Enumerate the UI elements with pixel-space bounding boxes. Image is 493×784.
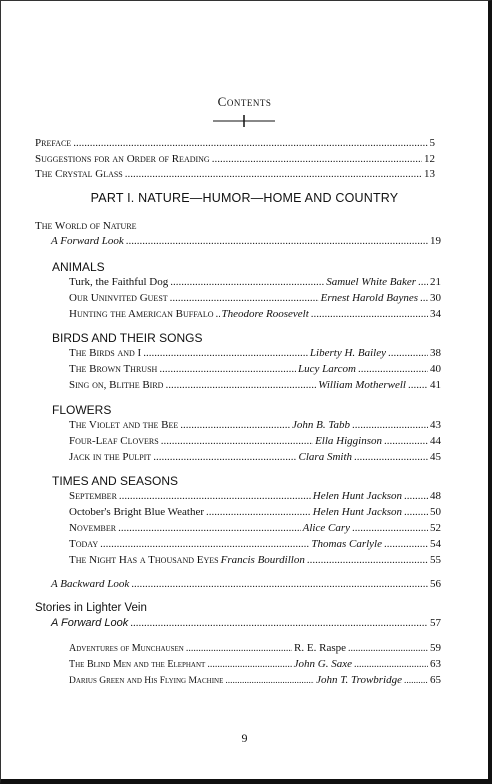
toc-title: Our Uninvited Guest	[69, 292, 168, 304]
toc-title: Darius Green and His Flying Machine	[69, 676, 224, 686]
toc-row	[69, 418, 441, 432]
dot-leader	[125, 167, 422, 181]
toc-author: Samuel White Baker	[326, 276, 416, 288]
divider-ornament	[213, 114, 275, 128]
toc-title: The Blind Men and the Elephant	[69, 659, 206, 670]
part-heading: PART I. NATURE—HUMOR—HOME AND COUNTRY	[90, 191, 399, 205]
dot-leader	[170, 275, 324, 289]
toc-row	[51, 616, 441, 630]
toc-page: 19	[430, 235, 441, 247]
dot-leader	[212, 152, 422, 166]
toc-author: John G. Saxe	[293, 658, 352, 670]
toc-row	[69, 537, 441, 551]
toc-author: Ella Higginson	[315, 435, 382, 447]
dot-leader	[404, 505, 428, 519]
toc-title: The Birds and I	[69, 347, 142, 359]
toc-page: 43	[430, 419, 441, 431]
toc-page: 41	[430, 379, 441, 391]
toc-title: A Backward Look	[51, 578, 130, 590]
dot-leader	[130, 616, 428, 630]
toc-page: 50	[430, 506, 441, 518]
toc-row	[35, 152, 435, 166]
toc-page: 55	[430, 554, 441, 566]
dot-leader	[159, 362, 296, 376]
toc-author: John T. Trowbridge	[316, 674, 402, 686]
toc-title: A Forward Look	[51, 617, 129, 629]
dot-leader	[216, 307, 220, 321]
toc-author: Clara Smith	[298, 451, 352, 463]
toc-row	[51, 234, 441, 248]
toc-title: November	[69, 522, 117, 534]
toc-page: 63	[430, 658, 441, 670]
toc-author: Ernest Harold Baynes	[320, 292, 418, 304]
toc-title: The Brown Thrush	[69, 363, 158, 375]
dot-leader	[404, 489, 428, 503]
toc-row	[69, 378, 441, 392]
dot-leader	[126, 234, 428, 248]
toc-title: Adventures of Munchausen	[69, 643, 184, 654]
toc-author: Lucy Larcom	[298, 363, 356, 375]
toc-author: Helen Hunt Jackson	[312, 490, 402, 502]
dot-leader	[153, 450, 296, 464]
toc-page: 54	[430, 538, 441, 550]
toc-page: 52	[430, 522, 441, 534]
dot-leader	[388, 346, 428, 360]
toc-author: John B. Tabb	[292, 419, 350, 431]
toc-row	[69, 450, 441, 464]
toc-title: Today	[69, 538, 99, 550]
toc-page: 38	[430, 347, 441, 359]
toc-row	[69, 641, 441, 655]
toc-title: Turk, the Faithful Dog	[69, 276, 169, 288]
dot-leader	[358, 362, 428, 376]
toc-page: 13	[424, 168, 435, 180]
toc-title: The Night Has a Thousand Eyes	[69, 554, 219, 566]
toc-page: 57	[430, 617, 441, 629]
toc-page: 40	[430, 363, 441, 375]
dot-leader	[165, 378, 316, 392]
toc-row	[69, 362, 441, 376]
section-heading: ANIMALS	[52, 260, 105, 274]
dot-leader	[73, 136, 427, 150]
toc-page: 30	[430, 292, 441, 304]
page-title: Contents	[217, 94, 272, 109]
dot-leader	[311, 307, 428, 321]
dot-leader	[307, 553, 428, 567]
dot-leader	[119, 489, 311, 503]
section-heading: BIRDS AND THEIR SONGS	[52, 331, 203, 345]
dot-leader	[118, 521, 301, 535]
toc-title: October's Bright Blue Weather	[69, 506, 204, 518]
dot-leader	[186, 642, 292, 656]
toc-row	[51, 577, 441, 591]
toc-title: The Crystal Glass	[35, 168, 123, 180]
toc-page: 44	[430, 435, 441, 447]
section-title: Stories in Lighter Vein	[35, 602, 147, 614]
toc-row	[69, 657, 441, 671]
dot-leader	[408, 378, 428, 392]
toc-author: Liberty H. Bailey	[309, 347, 386, 359]
dot-leader	[206, 505, 311, 519]
toc-title: Hunting the American Buffalo	[69, 308, 214, 320]
toc-title: September	[69, 490, 117, 502]
toc-row	[69, 521, 441, 535]
section-heading: TIMES AND SEASONS	[52, 474, 179, 488]
toc-row	[69, 275, 441, 289]
toc-page: 65	[430, 674, 441, 686]
toc-author: Alice Cary	[302, 522, 350, 534]
dot-leader	[418, 275, 428, 289]
dot-leader	[170, 291, 319, 305]
dot-leader	[161, 434, 313, 448]
toc-title: Preface	[35, 137, 72, 149]
toc-page: 5	[429, 137, 435, 149]
toc-row	[35, 136, 435, 150]
toc-author: Francis Bourdillon	[220, 554, 305, 566]
toc-row	[69, 434, 441, 448]
toc-row	[69, 489, 441, 503]
dot-leader	[100, 537, 309, 551]
dot-leader	[384, 537, 428, 551]
dot-leader	[404, 674, 428, 688]
toc-title: Jack in the Pulpit	[69, 451, 152, 463]
dot-leader	[352, 521, 428, 535]
toc-title: A Forward Look	[51, 235, 124, 247]
dot-leader	[225, 674, 314, 688]
toc-page: 21	[430, 276, 441, 288]
dot-leader	[354, 658, 428, 672]
toc-author: Theodore Roosevelt	[221, 308, 309, 320]
toc-page: 45	[430, 451, 441, 463]
toc-author: Helen Hunt Jackson	[312, 506, 402, 518]
toc-page: 56	[430, 578, 441, 590]
dot-leader	[352, 418, 428, 432]
toc-title: Four-Leaf Clovers	[69, 435, 159, 447]
toc-row	[69, 346, 441, 360]
toc-title: Sing on, Blithe Bird	[69, 379, 164, 391]
dot-leader	[143, 346, 308, 360]
toc-author: William Motherwell	[318, 379, 406, 391]
dot-leader	[384, 434, 428, 448]
toc-row	[69, 553, 441, 567]
dot-leader	[354, 450, 428, 464]
dot-leader	[131, 577, 428, 591]
section-heading: FLOWERS	[52, 403, 112, 417]
toc-title: The Violet and the Bee	[69, 419, 179, 431]
toc-row	[69, 673, 441, 687]
toc-row	[69, 505, 441, 519]
dot-leader	[348, 642, 428, 656]
toc-page: 34	[430, 308, 441, 320]
toc-row	[69, 307, 441, 321]
dot-leader	[207, 658, 291, 672]
toc-title: Suggestions for an Order of Reading	[35, 153, 210, 165]
section-title: The World of Nature	[35, 220, 137, 232]
toc-author: Thomas Carlyle	[311, 538, 382, 550]
toc-page: 12	[424, 153, 435, 165]
toc-row	[69, 291, 441, 305]
dot-leader	[420, 291, 428, 305]
toc-page: 48	[430, 490, 441, 502]
toc-row	[35, 167, 435, 181]
page-number: 9	[241, 731, 248, 745]
toc-page: 59	[430, 642, 441, 654]
toc-author: R. E. Raspe	[294, 642, 346, 654]
dot-leader	[180, 418, 290, 432]
